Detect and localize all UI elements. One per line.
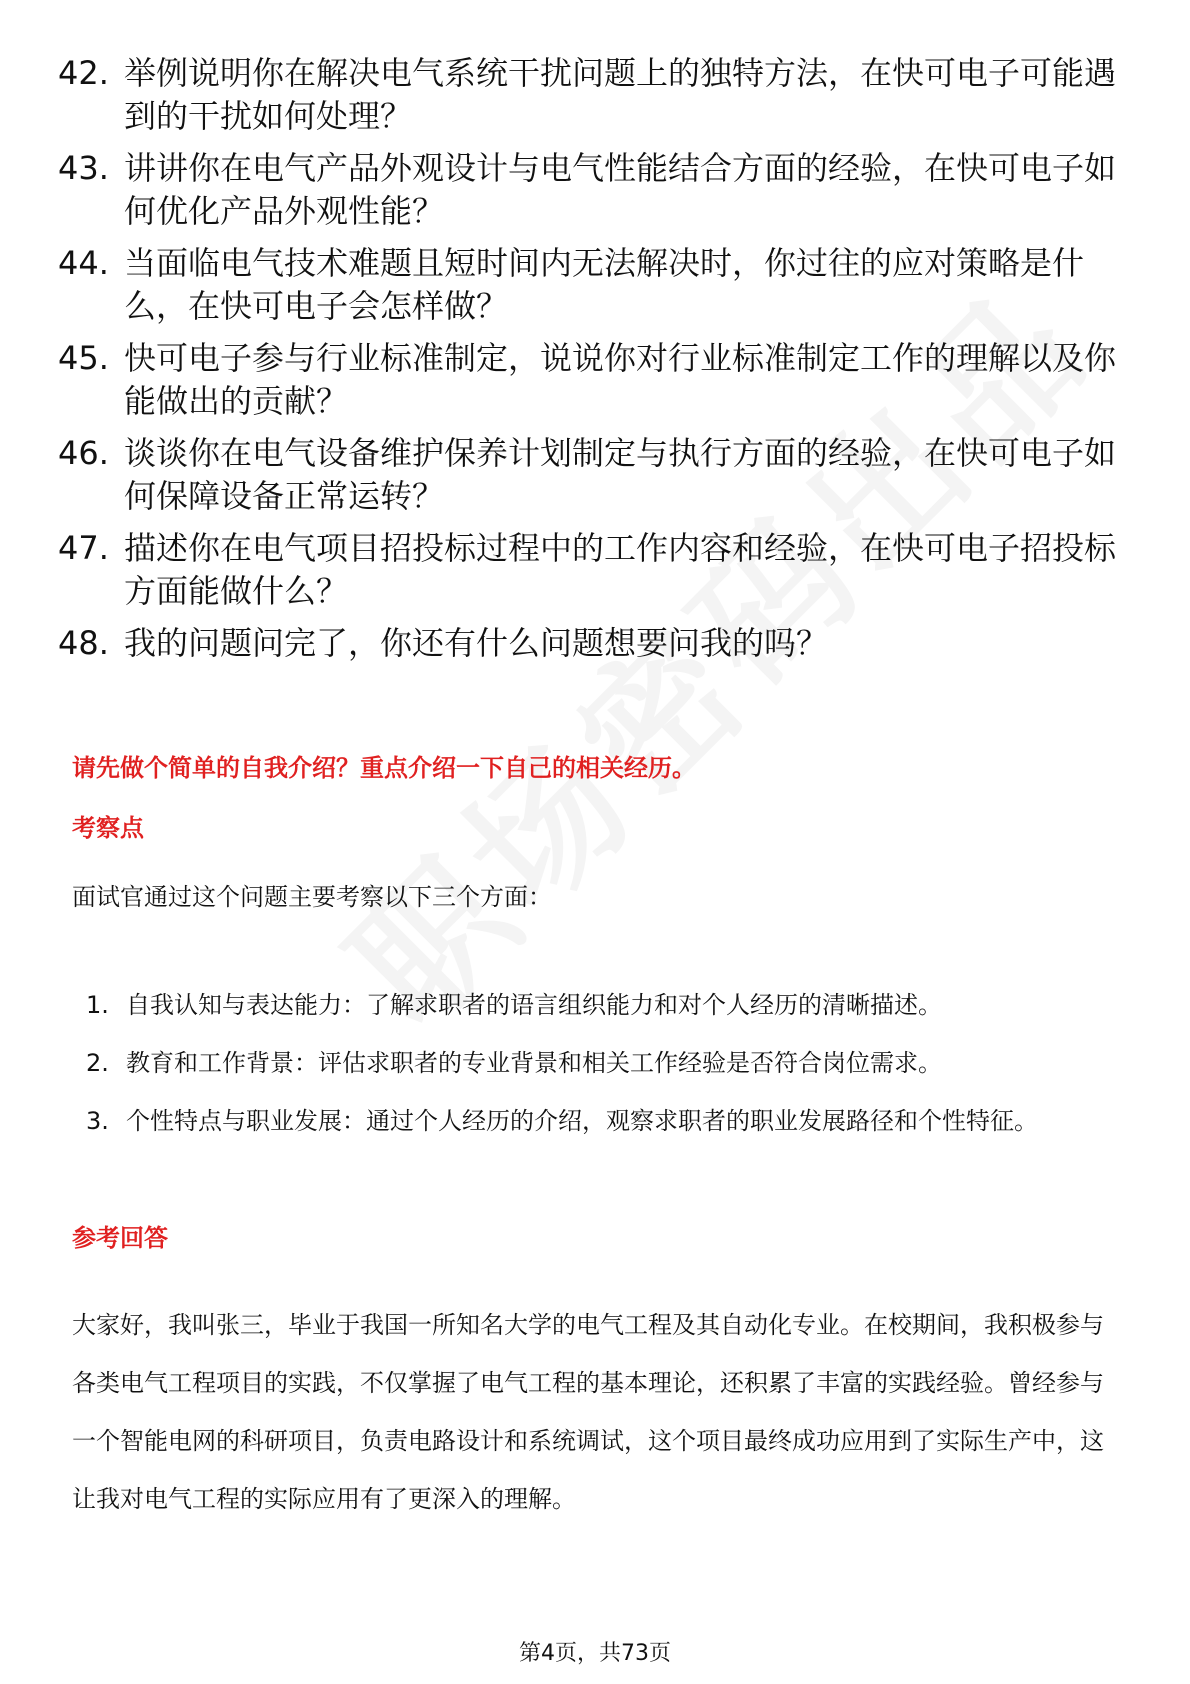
question-number: 42. [58, 54, 109, 92]
question-text: 描述你在电气项目招投标过程中的工作内容和经验，在快可电子招投标方面能做什么？ [124, 529, 1117, 610]
inspection-points [86, 976, 1126, 1150]
question-number: 43. [58, 149, 109, 187]
inspection-point [86, 1034, 1126, 1092]
point-number: 2. [86, 1049, 109, 1077]
inspection-label: 考察点 [72, 814, 144, 842]
inspection-point [86, 976, 1126, 1034]
inspection-intro: 面试官通过这个问题主要考察以下三个方面： [72, 883, 552, 911]
inspection-point [86, 1092, 1126, 1150]
question-item [58, 622, 1138, 665]
question-item [58, 52, 1138, 138]
question-number: 47. [58, 529, 109, 567]
question-item [58, 147, 1138, 233]
question-number: 45. [58, 339, 109, 377]
point-number: 3. [86, 1107, 109, 1135]
question-text: 快可电子参与行业标准制定，说说你对行业标准制定工作的理解以及你能做出的贡献？ [124, 339, 1117, 420]
point-text: 教育和工作背景：评估求职者的专业背景和相关工作经验是否符合岗位需求。 [126, 1049, 942, 1077]
reference-label: 参考回答 [72, 1224, 168, 1252]
question-text: 谈谈你在电气设备维护保养计划制定与执行方面的经验，在快可电子如何保障设备正常运转？ [124, 434, 1117, 515]
question-item [58, 527, 1138, 613]
question-text: 我的问题问完了，你还有什么问题想要问我的吗？ [124, 624, 829, 662]
question-item [58, 242, 1138, 328]
reference-answer: 大家好，我叫张三，毕业于我国一所知名大学的电气工程及其自动化专业。在校期间，我积极参与各类电气工程项目的实践，不仅掌握了电气工程的基本理论，还积累了丰富的实践经验。曾经参与一个智能电网的科研项目，负责电路设计和系统调试，这个项目最终成功应用到了实际生产中，这让我对电气工程的实际应用有了更深入的理解。 [72, 1311, 1104, 1513]
page-footer: 第4页，共73页 [519, 1641, 671, 1666]
question-number: 44. [58, 244, 109, 282]
question-item [58, 432, 1138, 518]
question-list [58, 52, 1138, 674]
question-text: 讲讲你在电气产品外观设计与电气性能结合方面的经验，在快可电子如何优化产品外观性能？ [124, 149, 1117, 230]
question-number: 46. [58, 434, 109, 472]
point-number: 1. [86, 991, 109, 1019]
point-text: 自我认知与表达能力：了解求职者的语言组织能力和对个人经历的清晰描述。 [126, 991, 942, 1019]
point-text: 个性特点与职业发展：通过个人经历的介绍，观察求职者的职业发展路径和个性特征。 [126, 1107, 1038, 1135]
question-text: 当面临电气技术难题且短时间内无法解决时，你过往的应对策略是什么，在快可电子会怎样做？ [124, 244, 1085, 325]
featured-question-title: 请先做个简单的自我介绍？重点介绍一下自己的相关经历。 [72, 754, 696, 782]
question-item [58, 337, 1138, 423]
question-number: 48. [58, 624, 109, 662]
question-text: 举例说明你在解决电气系统干扰问题上的独特方法，在快可电子可能遇到的干扰如何处理？ [124, 54, 1117, 135]
